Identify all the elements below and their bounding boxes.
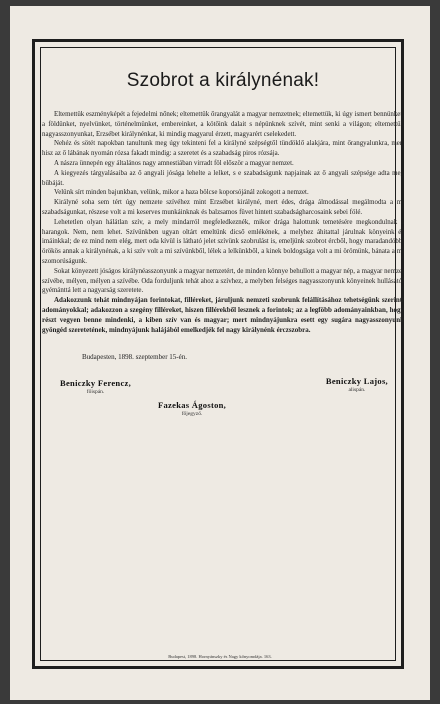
paragraph: A nászra ünnepén egy általános nagy amnestiában virradt föl először a magyar nemzet. (54, 159, 294, 167)
document-content (42, 70, 404, 438)
signature-role: alispán. (348, 386, 366, 393)
paragraph: A kiegyezés tárgyalásaiba az ő angyali jósága lehelte a lelket, s e szabadságunk napjainak az ő angyali szépsége adta meg bűbáját. (42, 169, 404, 187)
appeal-paragraph: Adakozzunk tehát mindnyájan forintokat, filléreket, járuljunk nemzeti szobrunk felállításához tehetségünk szerinti adományokkal; adakozzon a szegény filléreket, hiszen fillérekből lesznek a forintok; az a legföbb adományainkban, hogy részt vegyen benne mindenki, a kiben szív van és magyar; mert mindnyájunkra esett egy sugára nagyasszonyunk gyöngéd szeretetének, mindnyájunk halájából emelkedjék fel nagy királynénk érczszobra. (42, 296, 404, 334)
signature-role: főjegyző. (181, 410, 203, 417)
signature-fazekas-agoston (158, 400, 226, 417)
paragraph: Sokat könyezett jóságos királynéasszonyunk a magyar nemzetért, de minden könnye behullott a magyar nép, a magyar nemzet szívébe, mélyen, mélyen a szívébe. Oda forduljunk tehát ahoz a szívhez, a melyben felséges nagyasszonyunk könyeinek hullásától gyémánttá lett a nagyarság szeretete. (42, 267, 404, 295)
signature-role: főispán. (86, 388, 105, 395)
date-line: Budapesten, 1898. szeptember 15-én. (82, 352, 187, 361)
signature-name: Beniczky Ferencz, (60, 377, 132, 388)
paragraph: Nehéz és sötét napokban tanultunk meg úgy tekinteni fel a királyné szépségtől tündöklő alakjára, mint őrangyalunkra, mert hisz az ő lábának nyomán rózsa fakadt mindig: a szeretet és a szabadság piros rózsája. (42, 140, 404, 158)
paragraph: Eltemettük eszményképét a fejedelmi nőnek; eltemettük őrangyalát a magyar nemzetnek; eltemettük, ki úgy ismert bennünket, a földünket, nyelvünket, történelmünket, embereinket, a kötőink dalait s népünknek szívét, mint senki a világon; eltemettük nagyasszonyunkat, Erzsébet királynénkat, ki mindig magyarul érzett, magyarért cselekedett. (42, 111, 404, 138)
paragraph: Királyné soha sem tért úgy nemzete szívéhez mint Erzsébet királyné, mert édes, drága álmodással megálmodta a mi szabadságunkat, részese volt a mi keserves munkáinknak és balzsamos füvet hintett szabadságharcosaink sebei fölé. (42, 199, 404, 216)
printer-footer: Budapest, 1898. Hornyánszky és Nagy kőnyomdája. 163. (168, 654, 272, 659)
document-title: Szobrot a királynénak! (126, 70, 320, 91)
paragraph: Lehetetlen olyan hálátlan szív, a mely mindarról megfeledkeznék, mikor drága halottunk temetésére megkondulnak a harangok. Nem, nem lehet. Szívünkben ugyan oltárt emeltünk dicső emlékének, a melyhez áhitattal járulnak könyeink és imáinkkal; de ez mind nem elég, mert oda kívül is látható jelet szívünk szobrulást is, emeljünk szobrot ércből, hogy maradandóbb, örökös annak a királynénak, a ki szív volt a mi szívünkből, lélek a lelkünkből, a kinek boldogsága volt a mi örömünk, bánata a mi szomorúságunk. (42, 218, 404, 265)
signature-beniczky-ferencz (60, 378, 131, 395)
document-body (42, 110, 404, 336)
paragraph: Velünk sírt minden bajunkban, velünk, mikor a haza bölcse koporsójánál zokogott a nemzet. (54, 189, 309, 197)
document-sheet (10, 6, 430, 700)
signature-beniczky-lajos (326, 376, 388, 393)
signatures (42, 375, 404, 438)
signature-name: Fazekas Ágoston, (158, 399, 227, 410)
signature-name: Beniczky Lajos, (325, 375, 388, 386)
